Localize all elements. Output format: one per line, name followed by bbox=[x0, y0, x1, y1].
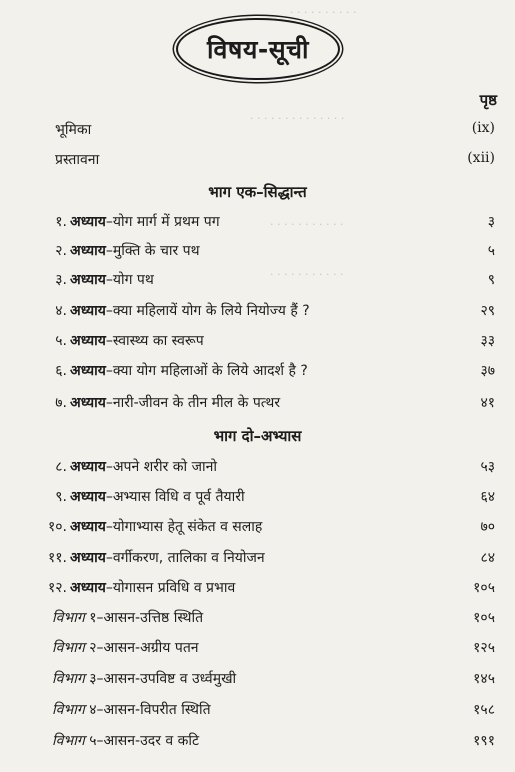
subsection-title: २–आसन-अग्रीय पतन bbox=[84, 640, 199, 656]
subsection-page: १०५ bbox=[473, 610, 495, 626]
subsection-prefix: विभाग bbox=[52, 640, 85, 656]
chapter-title: –अपने शरीर को जानो bbox=[105, 459, 217, 475]
toc-subsection[interactable] bbox=[0, 700, 515, 724]
subsection-page: १२५ bbox=[473, 640, 495, 656]
chapter-prefix: अध्याय bbox=[70, 395, 106, 411]
chapter-number: १. bbox=[55, 214, 67, 230]
chapter-page: ८४ bbox=[480, 550, 495, 566]
subsection-page: १४५ bbox=[473, 671, 495, 687]
chapter-title: –स्वास्थ्य का स्वरूप bbox=[105, 333, 204, 349]
toc-chapter[interactable] bbox=[0, 393, 515, 417]
entry-label: भूमिका bbox=[55, 122, 92, 138]
chapter-page: ५ bbox=[487, 243, 495, 259]
toc-chapter[interactable] bbox=[0, 517, 515, 541]
toc-chapter[interactable] bbox=[0, 457, 515, 481]
chapter-number: ५. bbox=[55, 333, 67, 349]
toc-entry-front-matter[interactable] bbox=[0, 150, 515, 174]
chapter-number: ९. bbox=[55, 489, 67, 505]
toc-chapter[interactable] bbox=[0, 331, 515, 355]
page-title: विषय-सूची bbox=[207, 35, 309, 64]
chapter-number: ३. bbox=[55, 272, 67, 288]
chapter-page: ४१ bbox=[480, 395, 495, 411]
part-heading: भाग दो–अभ्यास bbox=[213, 427, 302, 445]
chapter-prefix: अध्याय bbox=[70, 363, 106, 379]
chapter-page: ३७ bbox=[480, 363, 495, 379]
entry-label: प्रस्तावना bbox=[55, 152, 100, 168]
title-frame bbox=[176, 18, 340, 80]
chapter-title: –मुक्ति के चार पथ bbox=[105, 243, 200, 259]
chapter-title: –योगासन प्रविधि व प्रभाव bbox=[105, 580, 236, 596]
chapter-page: ६४ bbox=[480, 489, 495, 505]
chapter-prefix: अध्याय bbox=[70, 214, 106, 230]
subsection-title: ५–आसन-उदर व कटि bbox=[84, 733, 200, 749]
toc-chapter[interactable] bbox=[0, 487, 515, 511]
subsection-prefix: विभाग bbox=[52, 610, 85, 626]
toc-chapter[interactable] bbox=[0, 301, 515, 325]
chapter-title: –क्या योग महिलाओं के लिये आदर्श है ? bbox=[105, 363, 308, 379]
bleed-text: · · · · · · · · · · · bbox=[270, 218, 344, 231]
chapter-page: ९ bbox=[487, 272, 495, 288]
chapter-page: ३ bbox=[487, 214, 495, 230]
subsection-page: १९१ bbox=[473, 733, 495, 749]
toc-chapter[interactable] bbox=[0, 270, 515, 294]
chapter-prefix: अध्याय bbox=[70, 243, 106, 259]
chapter-title: –क्या महिलायें योग के लिये नियोज्य हैं ? bbox=[105, 303, 310, 319]
chapter-prefix: अध्याय bbox=[70, 580, 106, 596]
entry-page: (ix) bbox=[471, 120, 495, 136]
page-column-header: पृष्ठ bbox=[479, 91, 497, 109]
chapter-prefix: अध्याय bbox=[70, 333, 106, 349]
chapter-number: ६. bbox=[55, 363, 67, 379]
chapter-number: ८. bbox=[55, 459, 67, 475]
entry-page: (xii) bbox=[467, 150, 495, 166]
chapter-title: –अभ्यास विधि व पूर्व तैयारी bbox=[105, 489, 245, 505]
chapter-number: १२. bbox=[47, 580, 67, 596]
chapter-number: १०. bbox=[47, 519, 67, 535]
chapter-page: १०५ bbox=[473, 580, 495, 596]
chapter-page: ३३ bbox=[480, 333, 495, 349]
toc-subsection[interactable] bbox=[0, 731, 515, 755]
toc-subsection[interactable] bbox=[0, 608, 515, 632]
chapter-prefix: अध्याय bbox=[70, 489, 106, 505]
chapter-page: २९ bbox=[480, 303, 495, 319]
bleed-text: · · · · · · · · · · bbox=[290, 6, 357, 19]
chapter-number: ११. bbox=[47, 550, 67, 566]
subsection-title: ४–आसन-विपरीत स्थिति bbox=[84, 702, 211, 718]
subsection-prefix: विभाग bbox=[52, 702, 85, 718]
chapter-title: –नारी-जीवन के तीन मील के पत्थर bbox=[105, 395, 281, 411]
chapter-title: –वर्गीकरण, तालिका व नियोजन bbox=[105, 550, 265, 566]
toc-entry-front-matter[interactable] bbox=[0, 120, 515, 144]
part-heading: भाग एक–सिद्धान्त bbox=[208, 183, 307, 201]
chapter-page: ५३ bbox=[480, 459, 495, 475]
chapter-number: २. bbox=[55, 243, 67, 259]
subsection-prefix: विभाग bbox=[52, 733, 85, 749]
chapter-prefix: अध्याय bbox=[70, 303, 106, 319]
chapter-title: –योग पथ bbox=[105, 272, 154, 288]
toc-chapter[interactable] bbox=[0, 578, 515, 602]
toc-chapter[interactable] bbox=[0, 212, 515, 236]
chapter-prefix: अध्याय bbox=[70, 550, 106, 566]
toc-chapter[interactable] bbox=[0, 361, 515, 385]
toc-subsection[interactable] bbox=[0, 638, 515, 662]
chapter-title: –योग मार्ग में प्रथम पग bbox=[105, 214, 220, 230]
bleed-text: · · · · · · · · · · · bbox=[270, 268, 344, 281]
chapter-prefix: अध्याय bbox=[70, 519, 106, 535]
chapter-number: ७. bbox=[55, 395, 67, 411]
chapter-prefix: अध्याय bbox=[70, 459, 106, 475]
subsection-page: १५८ bbox=[473, 702, 495, 718]
subsection-title: १–आसन-उत्तिष्ठ स्थिति bbox=[84, 610, 204, 626]
chapter-title: –योगाभ्यास हेतू संकेत व सलाह bbox=[105, 519, 263, 535]
subsection-title: ३–आसन-उपविष्ट व उर्ध्वमुखी bbox=[84, 671, 237, 687]
chapter-prefix: अध्याय bbox=[70, 272, 106, 288]
toc-chapter[interactable] bbox=[0, 241, 515, 265]
chapter-number: ४. bbox=[55, 303, 67, 319]
subsection-prefix: विभाग bbox=[52, 671, 85, 687]
toc-chapter[interactable] bbox=[0, 548, 515, 572]
toc-subsection[interactable] bbox=[0, 669, 515, 693]
bleed-text: · · · · · · · · · · · · · · bbox=[250, 112, 345, 125]
chapter-page: ७० bbox=[480, 519, 495, 535]
